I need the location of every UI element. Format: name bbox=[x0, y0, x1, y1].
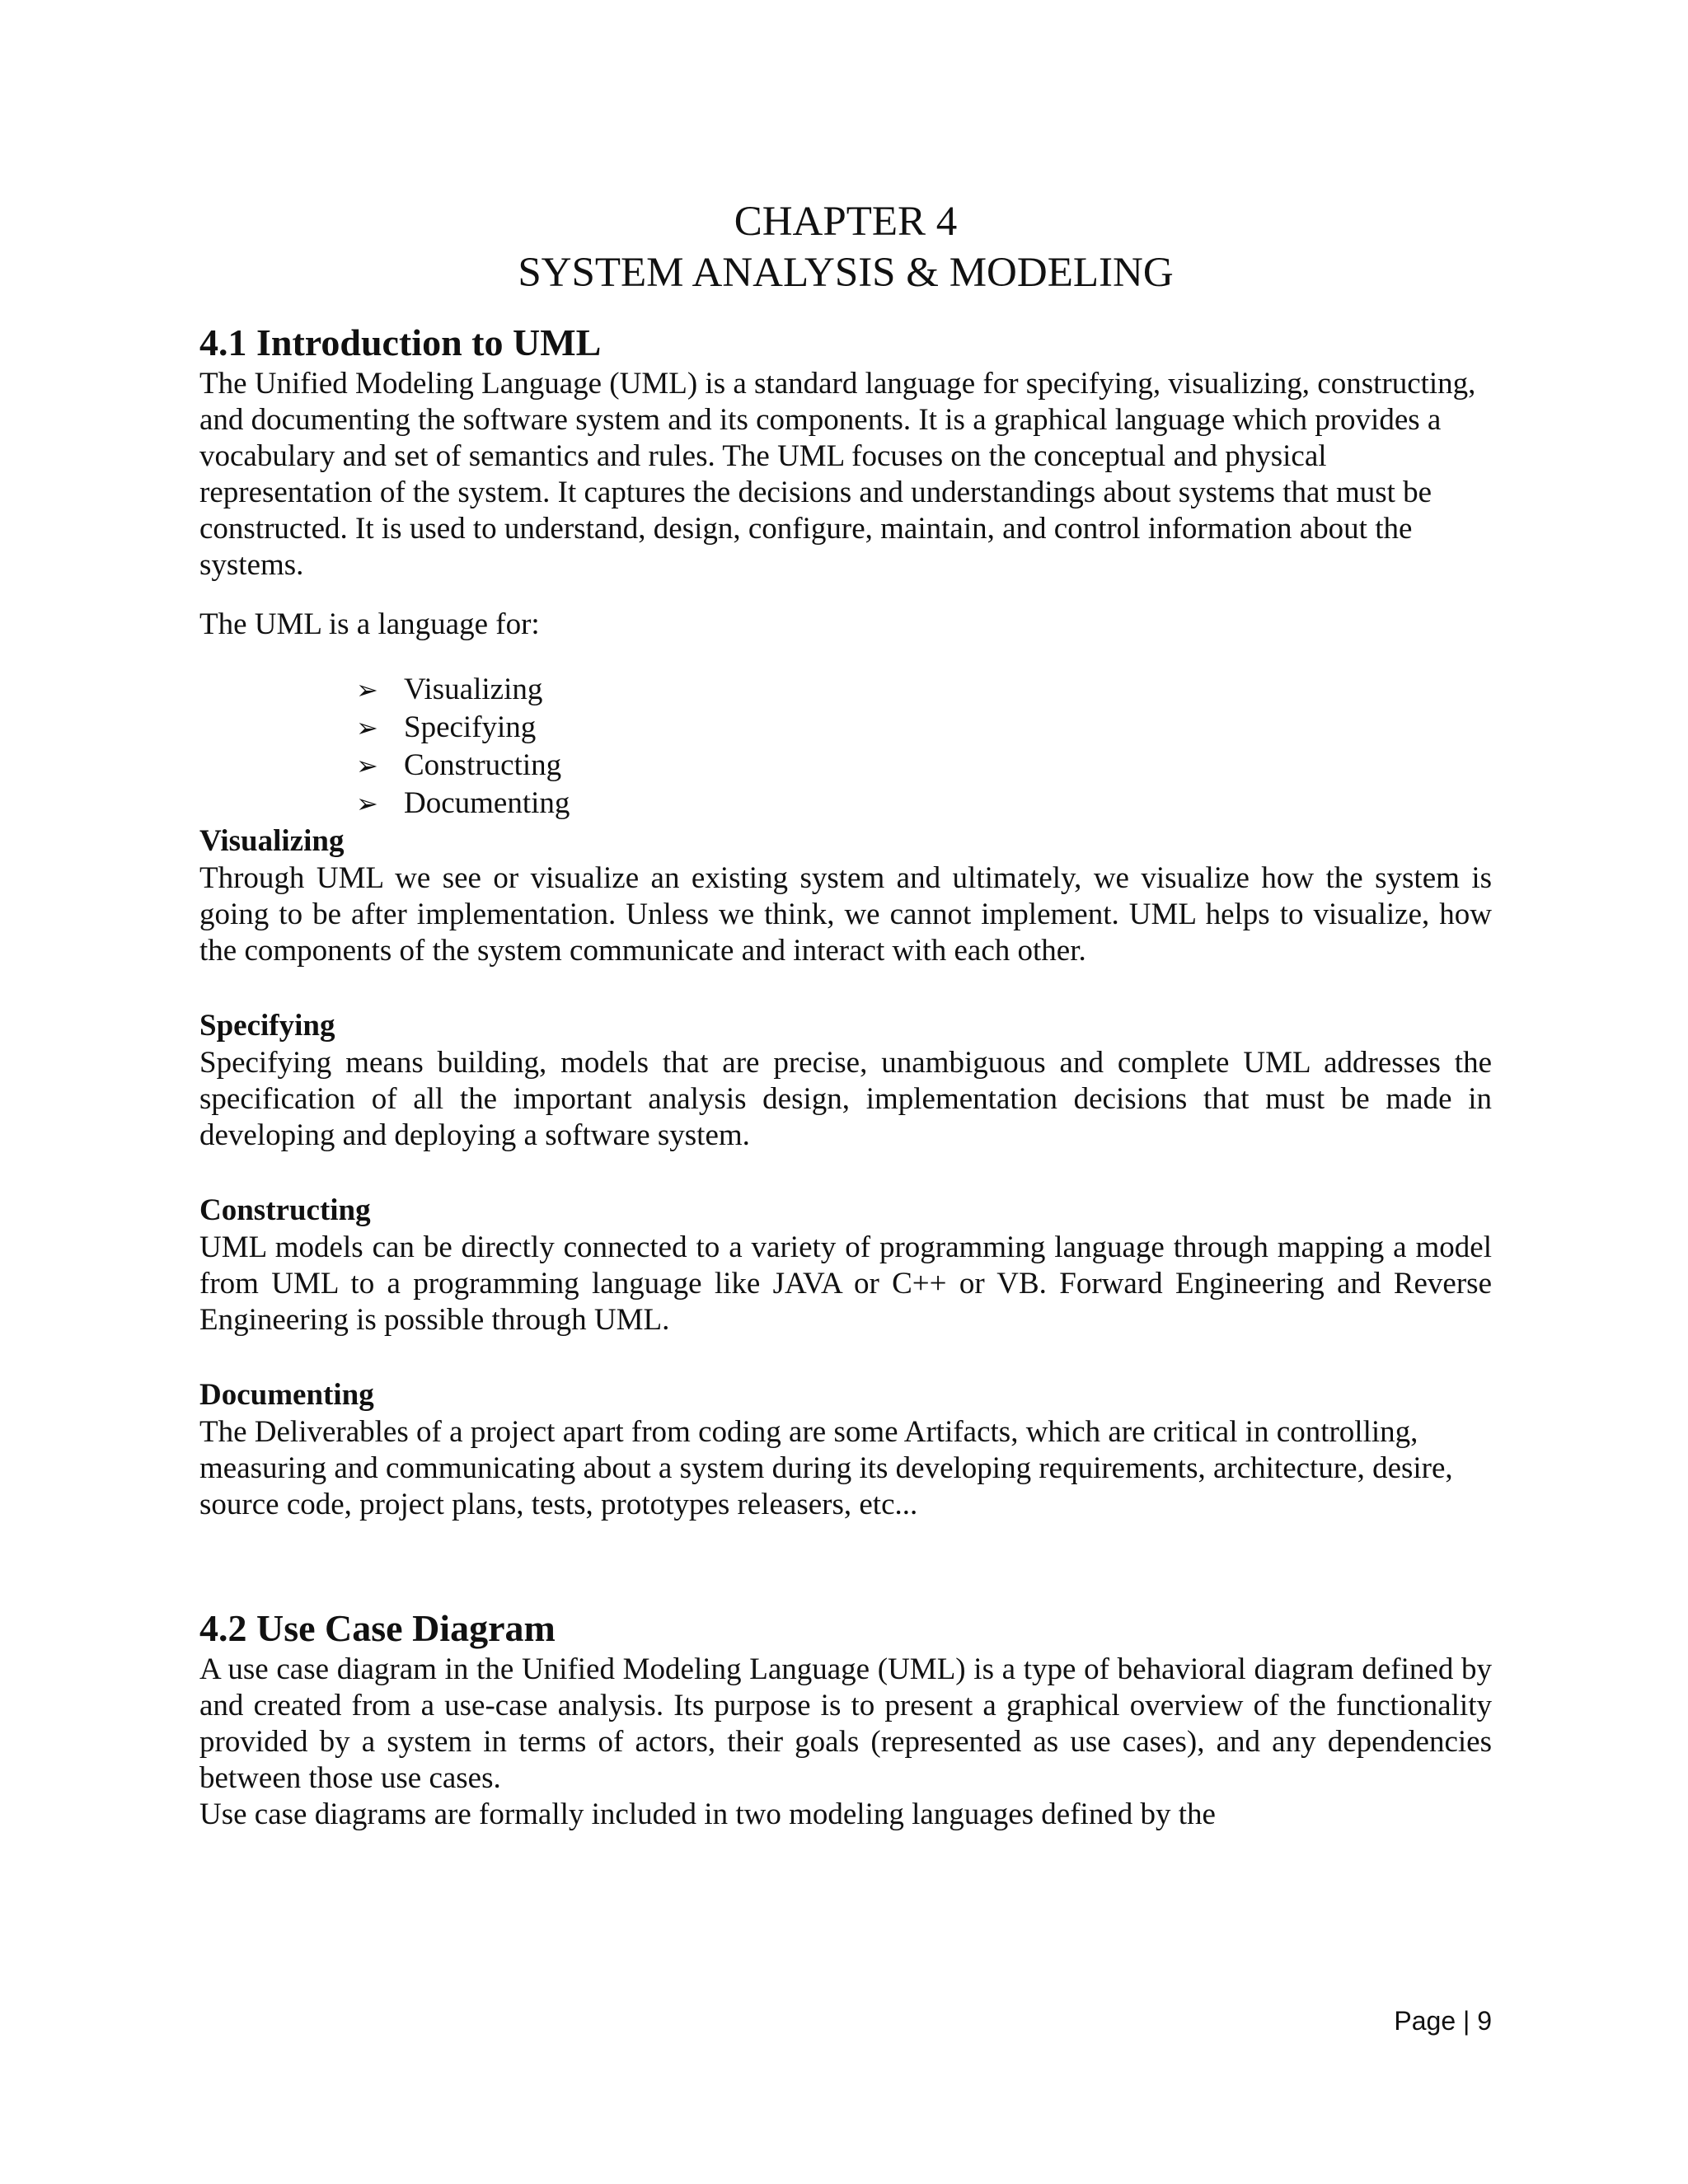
page-number: Page | 9 bbox=[1394, 2006, 1492, 2036]
arrow-bullet-icon: ➢ bbox=[356, 712, 378, 743]
chapter-number: CHAPTER 4 bbox=[734, 199, 958, 245]
uml-language-for-text: The UML is a language for: bbox=[199, 607, 540, 641]
uml-intro-paragraph: The Unified Modeling Language (UML) is a standard language for specifying, visualizing, constructing, and documenting the software system and its components. It is a graphical language which provides a vocabulary and set of semantics and rules. The UML focuses on the conceptual and physical representation of the system. It captures the decisions and understandings about systems that must be constructed. It is used to understand, design, configure, maintain, and control information about the systems. bbox=[199, 367, 1476, 582]
specifying-heading: Specifying bbox=[199, 1009, 335, 1043]
section-title-use-case: 4.2 Use Case Diagram bbox=[199, 1607, 556, 1649]
constructing-block bbox=[199, 1192, 1492, 1338]
use-case-paragraph: A use case diagram in the Unified Modeling Language (UML) is a type of behavioral diagram defined by and created from a use-case analysis. Its purpose is to present a graphical overview of the functionality provided by a system in terms of actors, their goals (represented as use cases), and any dependencies between those use cases. bbox=[199, 1652, 1492, 1795]
section-title-uml-intro: 4.1 Introduction to UML bbox=[199, 321, 602, 363]
list-item bbox=[356, 747, 1492, 785]
list-item-label: Documenting bbox=[404, 786, 570, 820]
constructing-heading: Constructing bbox=[199, 1193, 371, 1227]
documenting-paragraph: The Deliverables of a project apart from coding are some Artifacts, which are critical in controlling, measuring and communicating about a system during its developing requirements, architecture, desire, source code, project plans, tests, prototypes releasers, etc... bbox=[199, 1415, 1453, 1521]
documenting-block bbox=[199, 1376, 1492, 1523]
constructing-paragraph: UML models can be directly connected to a variety of programming language through mapping a model from UML to a programming language like JAVA or C++ or VB. Forward Engineering and Reverse Engineering is possible through UML. bbox=[199, 1230, 1492, 1337]
chapter-title: SYSTEM ANALYSIS & MODELING bbox=[518, 250, 1174, 296]
chapter-heading bbox=[199, 196, 1492, 298]
visualizing-heading: Visualizing bbox=[199, 824, 345, 858]
use-case-paragraph-continued: Use case diagrams are formally included in two modeling languages defined by the bbox=[199, 1797, 1216, 1831]
specifying-block bbox=[199, 1007, 1492, 1154]
list-item bbox=[356, 785, 1492, 823]
visualizing-paragraph: Through UML we see or visualize an existing system and ultimately, we visualize how the system is going to be after implementation. Unless we think, we cannot implement. UML helps to visualize, how the components of the system communicate and interact with each other. bbox=[199, 861, 1492, 968]
arrow-bullet-icon: ➢ bbox=[356, 788, 378, 819]
list-item bbox=[356, 709, 1492, 747]
list-item-label: Constructing bbox=[404, 748, 562, 782]
arrow-bullet-icon: ➢ bbox=[356, 674, 378, 705]
visualizing-block bbox=[199, 823, 1492, 969]
documenting-heading: Documenting bbox=[199, 1378, 374, 1412]
list-item-label: Visualizing bbox=[404, 673, 543, 706]
arrow-bullet-icon: ➢ bbox=[356, 750, 378, 781]
uml-purpose-list bbox=[356, 671, 1492, 823]
list-item-label: Specifying bbox=[404, 710, 537, 744]
page-content bbox=[199, 196, 1492, 1833]
specifying-paragraph: Specifying means building, models that are precise, unambiguous and complete UML addresses the specification of all the important analysis design, implementation decisions that must be made in developing and deploying a software system. bbox=[199, 1046, 1492, 1152]
list-item bbox=[356, 671, 1492, 709]
